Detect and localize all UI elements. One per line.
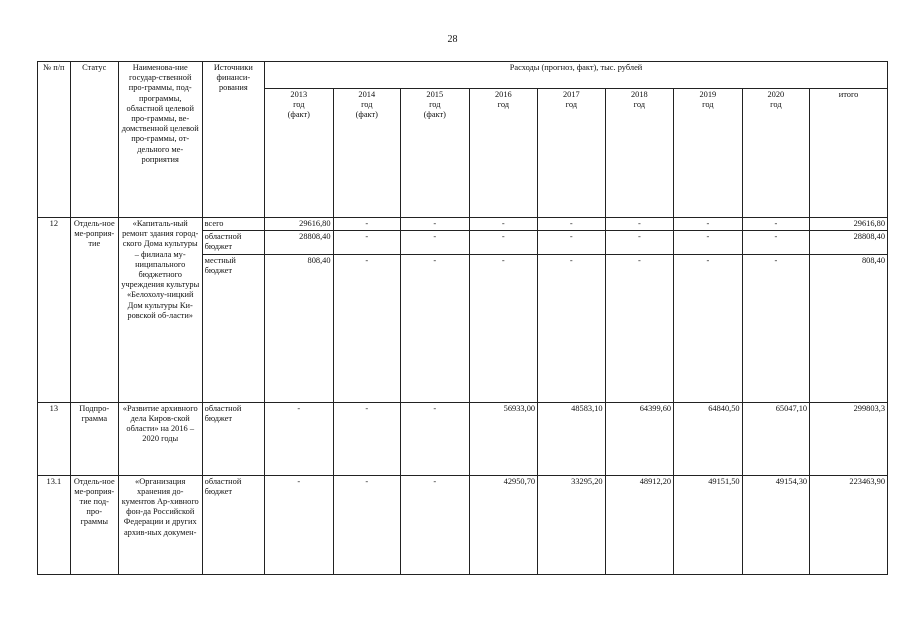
value-cell: - [333,218,401,231]
value-cell: - [333,231,401,254]
value-cell: - [674,218,743,231]
value-cell: - [742,254,810,402]
value-cell: - [401,402,470,475]
header-row [38,62,888,89]
value-cell: 49154,30 [742,475,810,574]
header-year-2018: 2018 год [605,89,674,218]
row-num: 13.1 [38,475,71,574]
row-status: Отдель-ное ме-роприя-тие под-про-граммы [70,475,118,574]
value-cell: - [401,254,470,402]
page-number: 28 [447,34,458,45]
value-cell: - [333,254,401,402]
value-cell: - [265,402,334,475]
row-name: «Развитие архивного дела Киров-ской области» на 2016 – 2020 годы [118,402,202,475]
value-cell: - [674,254,743,402]
value-cell: 28808,40 [265,231,334,254]
row-name: «Организация хранения до-кументов Ар-хивного фон-да Российской Федерации и других архив-ных докумен- [118,475,202,574]
row-status: Отдель-ное ме-роприя-тие [70,218,118,403]
header-source: Источники финанси-рования [202,62,264,218]
header-name: Наименова-ние государ-ственной про-граммы, под-программы, областной целевой про-граммы, ве-домственной целевой про-граммы, от-дельного ме-роприятия [118,62,202,218]
total-cell: 808,40 [810,254,888,402]
value-cell: - [605,254,674,402]
header-year-2016: 2016 год [469,89,538,218]
value-cell: 42950,70 [469,475,538,574]
row-status: Подпро-грамма [70,402,118,475]
value-cell: 49151,50 [674,475,743,574]
value-cell: - [605,218,674,231]
value-cell: - [265,475,334,574]
value-cell: 29616,80 [265,218,334,231]
value-cell: - [401,231,470,254]
table-row [38,402,888,475]
value-cell: - [333,475,401,574]
header-year-2013: 2013 год (факт) [265,89,334,218]
source-label: всего [202,218,264,231]
row-name: «Капиталь-ный ремонт здания город-ского Дома культуры – филиала му-ниципального бюджетного учреждения культуры «Белохолу-ницкий Дом культуры Ки-ровской об-ласти» [118,218,202,403]
value-cell: - [469,254,538,402]
value-cell: - [538,218,606,231]
value-cell: 33295,20 [538,475,606,574]
header-total: итого [810,89,888,218]
value-cell: - [333,402,401,475]
header-status: Статус [70,62,118,218]
header-year-2015: 2015 год (факт) [401,89,470,218]
source-label: местный бюджет [202,254,264,402]
value-cell: - [401,475,470,574]
value-cell: 48583,10 [538,402,606,475]
header-year-2020: 2020 год [742,89,810,218]
total-cell: 29616,80 [810,218,888,231]
header-num: № п/п [38,62,71,218]
value-cell: 48912,20 [605,475,674,574]
value-cell: - [538,231,606,254]
value-cell: 64840,50 [674,402,743,475]
value-cell: - [401,218,470,231]
table-row [38,475,888,574]
table-row [38,218,888,231]
value-cell: 56933,00 [469,402,538,475]
source-label: областной бюджет [202,231,264,254]
source-label: областной бюджет [202,475,264,574]
row-num: 13 [38,402,71,475]
value-cell: 808,40 [265,254,334,402]
budget-table [37,61,888,575]
value-cell: - [674,231,743,254]
value-cell: 64399,60 [605,402,674,475]
value-cell: - [469,218,538,231]
source-label: областной бюджет [202,402,264,475]
total-cell: 223463,90 [810,475,888,574]
total-cell: 28808,40 [810,231,888,254]
header-expenses: Расходы (прогноз, факт), тыс. рублей [265,62,888,89]
header-year-2014: 2014 год (факт) [333,89,401,218]
value-cell: - [742,218,810,231]
value-cell: - [742,231,810,254]
total-cell: 299803,3 [810,402,888,475]
header-year-2019: 2019 год [674,89,743,218]
header-year-2017: 2017 год [538,89,606,218]
value-cell: - [538,254,606,402]
value-cell: - [469,231,538,254]
row-num: 12 [38,218,71,403]
value-cell: 65047,10 [742,402,810,475]
value-cell: - [605,231,674,254]
